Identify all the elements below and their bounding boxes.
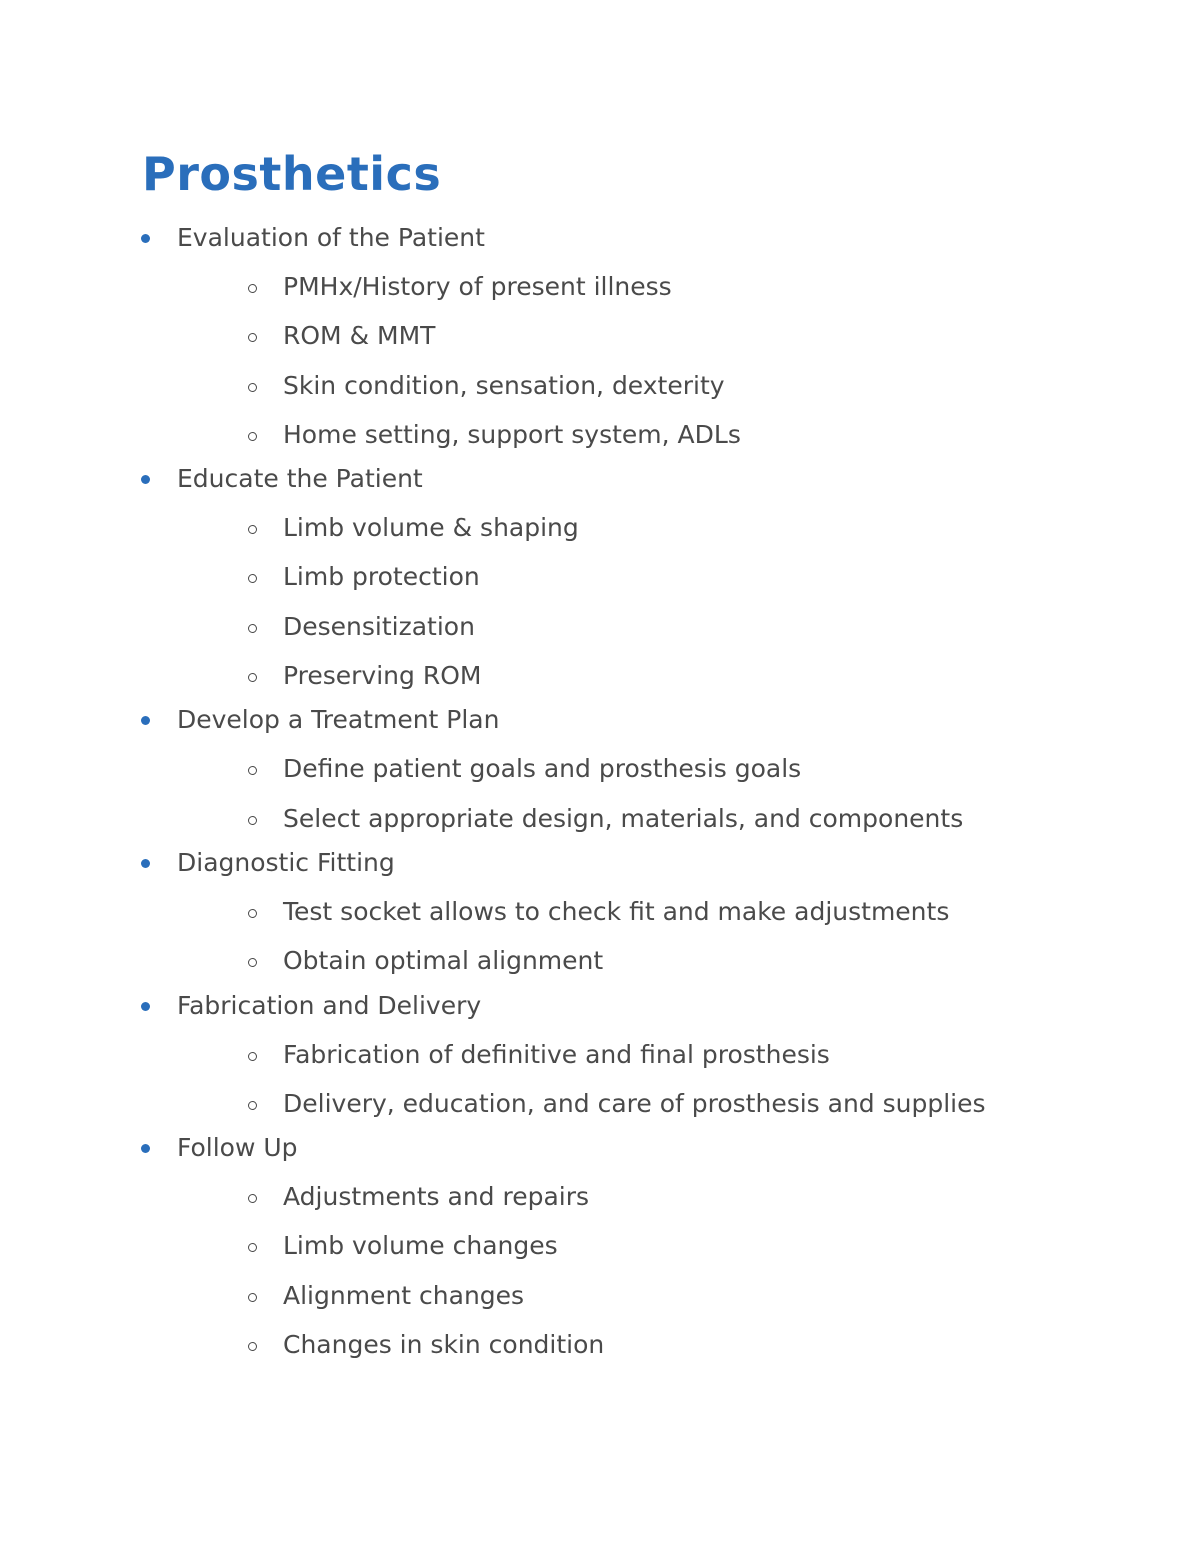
bullet-circle-icon [248,1293,257,1302]
list-item-text: Limb volume & shaping [283,513,579,543]
bullet-circle-icon [248,958,257,967]
list-item-text: Obtain optimal alignment [283,946,604,976]
page-title: Prosthetics [142,147,442,201]
bullet-dot-icon [141,716,150,725]
bullet-circle-icon [248,525,257,534]
list-item-text: PMHx/History of present illness [283,272,672,301]
list-item [0,1320,1200,1369]
list-item [0,1221,1200,1270]
sub-list [0,258,1200,459]
outline-list [0,218,1200,1369]
section-heading-text: Evaluation of the Patient [177,223,485,252]
outline-section [0,218,1200,459]
bullet-circle-icon [248,574,257,583]
list-item [0,1030,1200,1079]
outline-section [0,986,1200,1129]
bullet-dot-icon [141,1144,150,1153]
list-item-text: Changes in skin condition [283,1330,605,1360]
list-item [0,1172,1200,1221]
section-heading-text: Fabrication and Delivery [177,990,482,1020]
bullet-circle-icon [248,383,257,392]
sub-list [0,499,1200,700]
outline-section [0,843,1200,986]
list-item [0,1079,1200,1128]
bullet-circle-icon [248,333,257,342]
list-item-text: Alignment changes [283,1280,525,1310]
sub-list [0,740,1200,843]
list-item-text: Select appropriate design, materials, and components [283,803,964,833]
list-item [0,311,1200,360]
list-item [0,794,1200,843]
bullet-circle-icon [248,673,257,682]
section-heading [0,218,1200,258]
bullet-dot-icon [141,859,150,868]
list-item-text: ROM & MMT [283,321,436,351]
section-heading [0,459,1200,499]
list-item-text: Define patient goals and prosthesis goals [283,754,802,784]
bullet-circle-icon [248,1243,257,1252]
section-heading-text: Diagnostic Fitting [177,847,395,877]
bullet-circle-icon [248,432,257,441]
outline-section [0,700,1200,843]
list-item [0,602,1200,651]
list-item-text: Adjustments and repairs [283,1182,590,1212]
section-heading [0,700,1200,740]
section-heading [0,986,1200,1026]
list-item [0,651,1200,700]
list-item-text: Delivery, education, and care of prosthesis and supplies [283,1088,986,1118]
sub-list [0,1026,1200,1129]
section-heading-text: Educate the Patient [177,464,423,494]
section-heading-text: Follow Up [177,1133,298,1163]
list-item-text: Fabrication of definitive and final prosthesis [283,1039,830,1069]
bullet-circle-icon [248,1194,257,1203]
list-item [0,936,1200,985]
list-item-text: Limb volume changes [283,1231,558,1261]
outline-section [0,459,1200,700]
bullet-circle-icon [248,766,257,775]
list-item-text: Preserving ROM [283,661,482,691]
outline-section [0,1128,1200,1369]
list-item [0,410,1200,459]
bullet-circle-icon [248,816,257,825]
bullet-dot-icon [141,234,150,243]
list-item-text: Limb protection [283,562,480,592]
bullet-circle-icon [248,1101,257,1110]
bullet-dot-icon [141,1002,150,1011]
list-item-text: Home setting, support system, ADLs [283,419,741,449]
list-item [0,552,1200,601]
list-item-text: Skin condition, sensation, dexterity [283,370,725,400]
list-item [0,361,1200,410]
section-heading-text: Develop a Treatment Plan [177,705,500,735]
bullet-circle-icon [248,1342,257,1351]
bullet-circle-icon [248,284,257,293]
list-item [0,744,1200,793]
section-heading [0,1128,1200,1168]
list-item-text: Desensitization [283,611,475,641]
list-item [0,1271,1200,1320]
list-item [0,503,1200,552]
list-item [0,887,1200,936]
sub-list [0,883,1200,986]
bullet-circle-icon [248,909,257,918]
list-item-text: Test socket allows to check fit and make adjustments [283,896,950,926]
bullet-circle-icon [248,624,257,633]
list-item [0,262,1200,311]
bullet-circle-icon [248,1052,257,1061]
section-heading [0,843,1200,883]
sub-list [0,1168,1200,1369]
bullet-dot-icon [141,475,150,484]
